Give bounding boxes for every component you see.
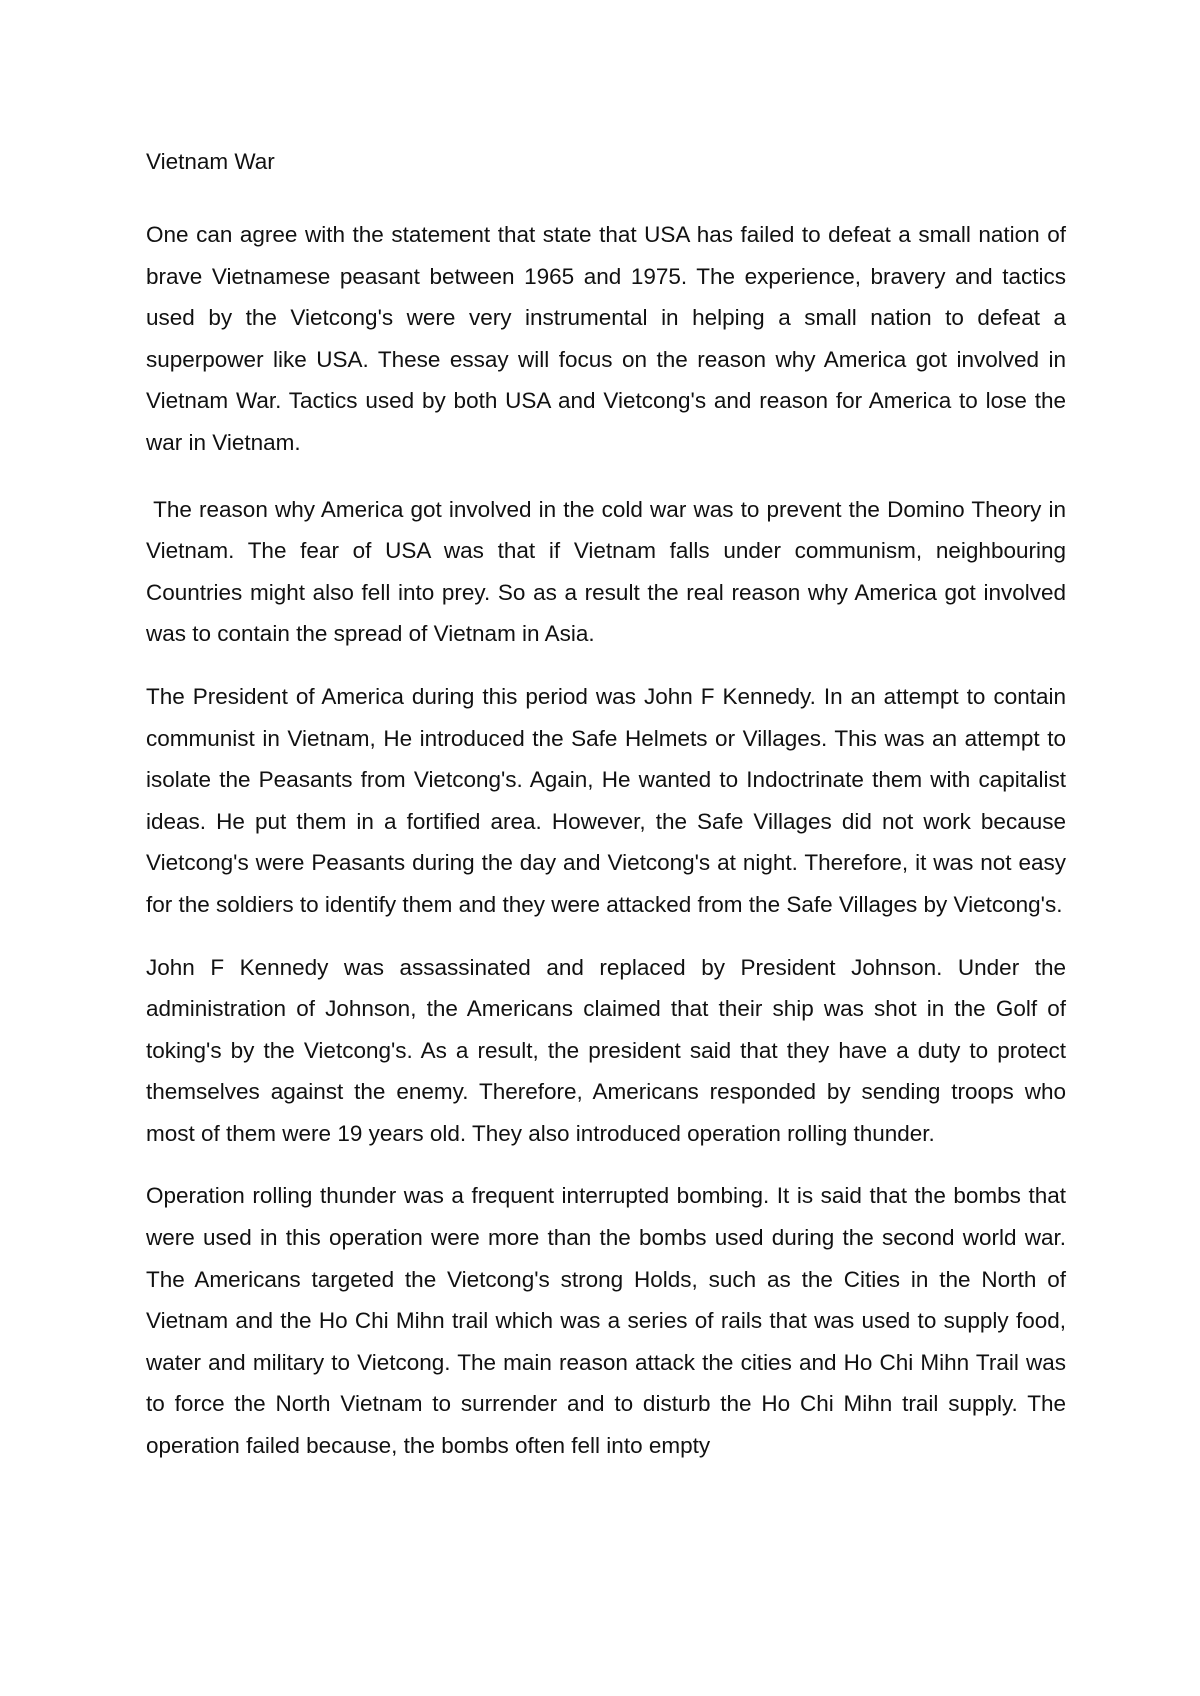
document-body [146,146,1073,1488]
paragraph-introduction: One can agree with the statement that state that USA has failed to defeat a small nation of brave Vietnamese peasant between 1965 and 1975. The experience, bravery and tactics used by the Vietcong's were very instrumental in helping a small nation to defeat a superpower like USA. These essay will focus on the reason why America got involved in Vietnam War. Tactics used by both USA and Vietcong's and reason for America to lose the war in Vietnam. [146,222,1066,455]
paragraph-domino-theory: The reason why America got involved in the cold war was to prevent the Domino Theory in Vietnam. The fear of USA was that if Vietnam falls under communism, neighbouring Countries might also fell into prey. So as a result the real reason why America got involved was to contain the spread of Vietnam in Asia. [146,496,1073,647]
paragraph-johnson: John F Kennedy was assassinated and replaced by President Johnson. Under the administration of Johnson, the Americans claimed that their ship was shot in the Golf of toking's by the Vietcong's. As a result, the president said that they have a duty to protect themselves against the enemy. Therefore, Americans responded by sending troops who most of them were 19 years old. They also introduced operation rolling thunder. [146,954,1066,1146]
document-title: Vietnam War [146,149,275,174]
paragraph-kennedy: The President of America during this period was John F Kennedy. In an attempt to contain communist in Vietnam, He introduced the Safe Helmets or Villages. This was an attempt to isolate the Peasants from Vietcong's. Again, He wanted to Indoctrinate them with capitalist ideas. He put them in a fortified area. However, the Safe Villages did not work because Vietcong's were Peasants during the day and Vietcong's at night. Therefore, it was not easy for the soldiers to identify them and they were attacked from the Safe Villages by Vietcong's. [146,683,1066,917]
paragraph-rolling-thunder: Operation rolling thunder was a frequent interrupted bombing. It is said that the bombs that were used in this operation were more than the bombs used during the second world war. The Americans targeted the Vietcong's strong Holds, such as the Cities in the North of Vietnam and the Ho Chi Mihn trail which was a series of rails that was used to supply food, water and military to Vietcong. The main reason attack the cities and Ho Chi Mihn Trail was to force the North Vietnam to surrender and to disturb the Ho Chi Mihn trail supply. The operation failed because, the bombs often fell into empty [146,1183,1066,1459]
